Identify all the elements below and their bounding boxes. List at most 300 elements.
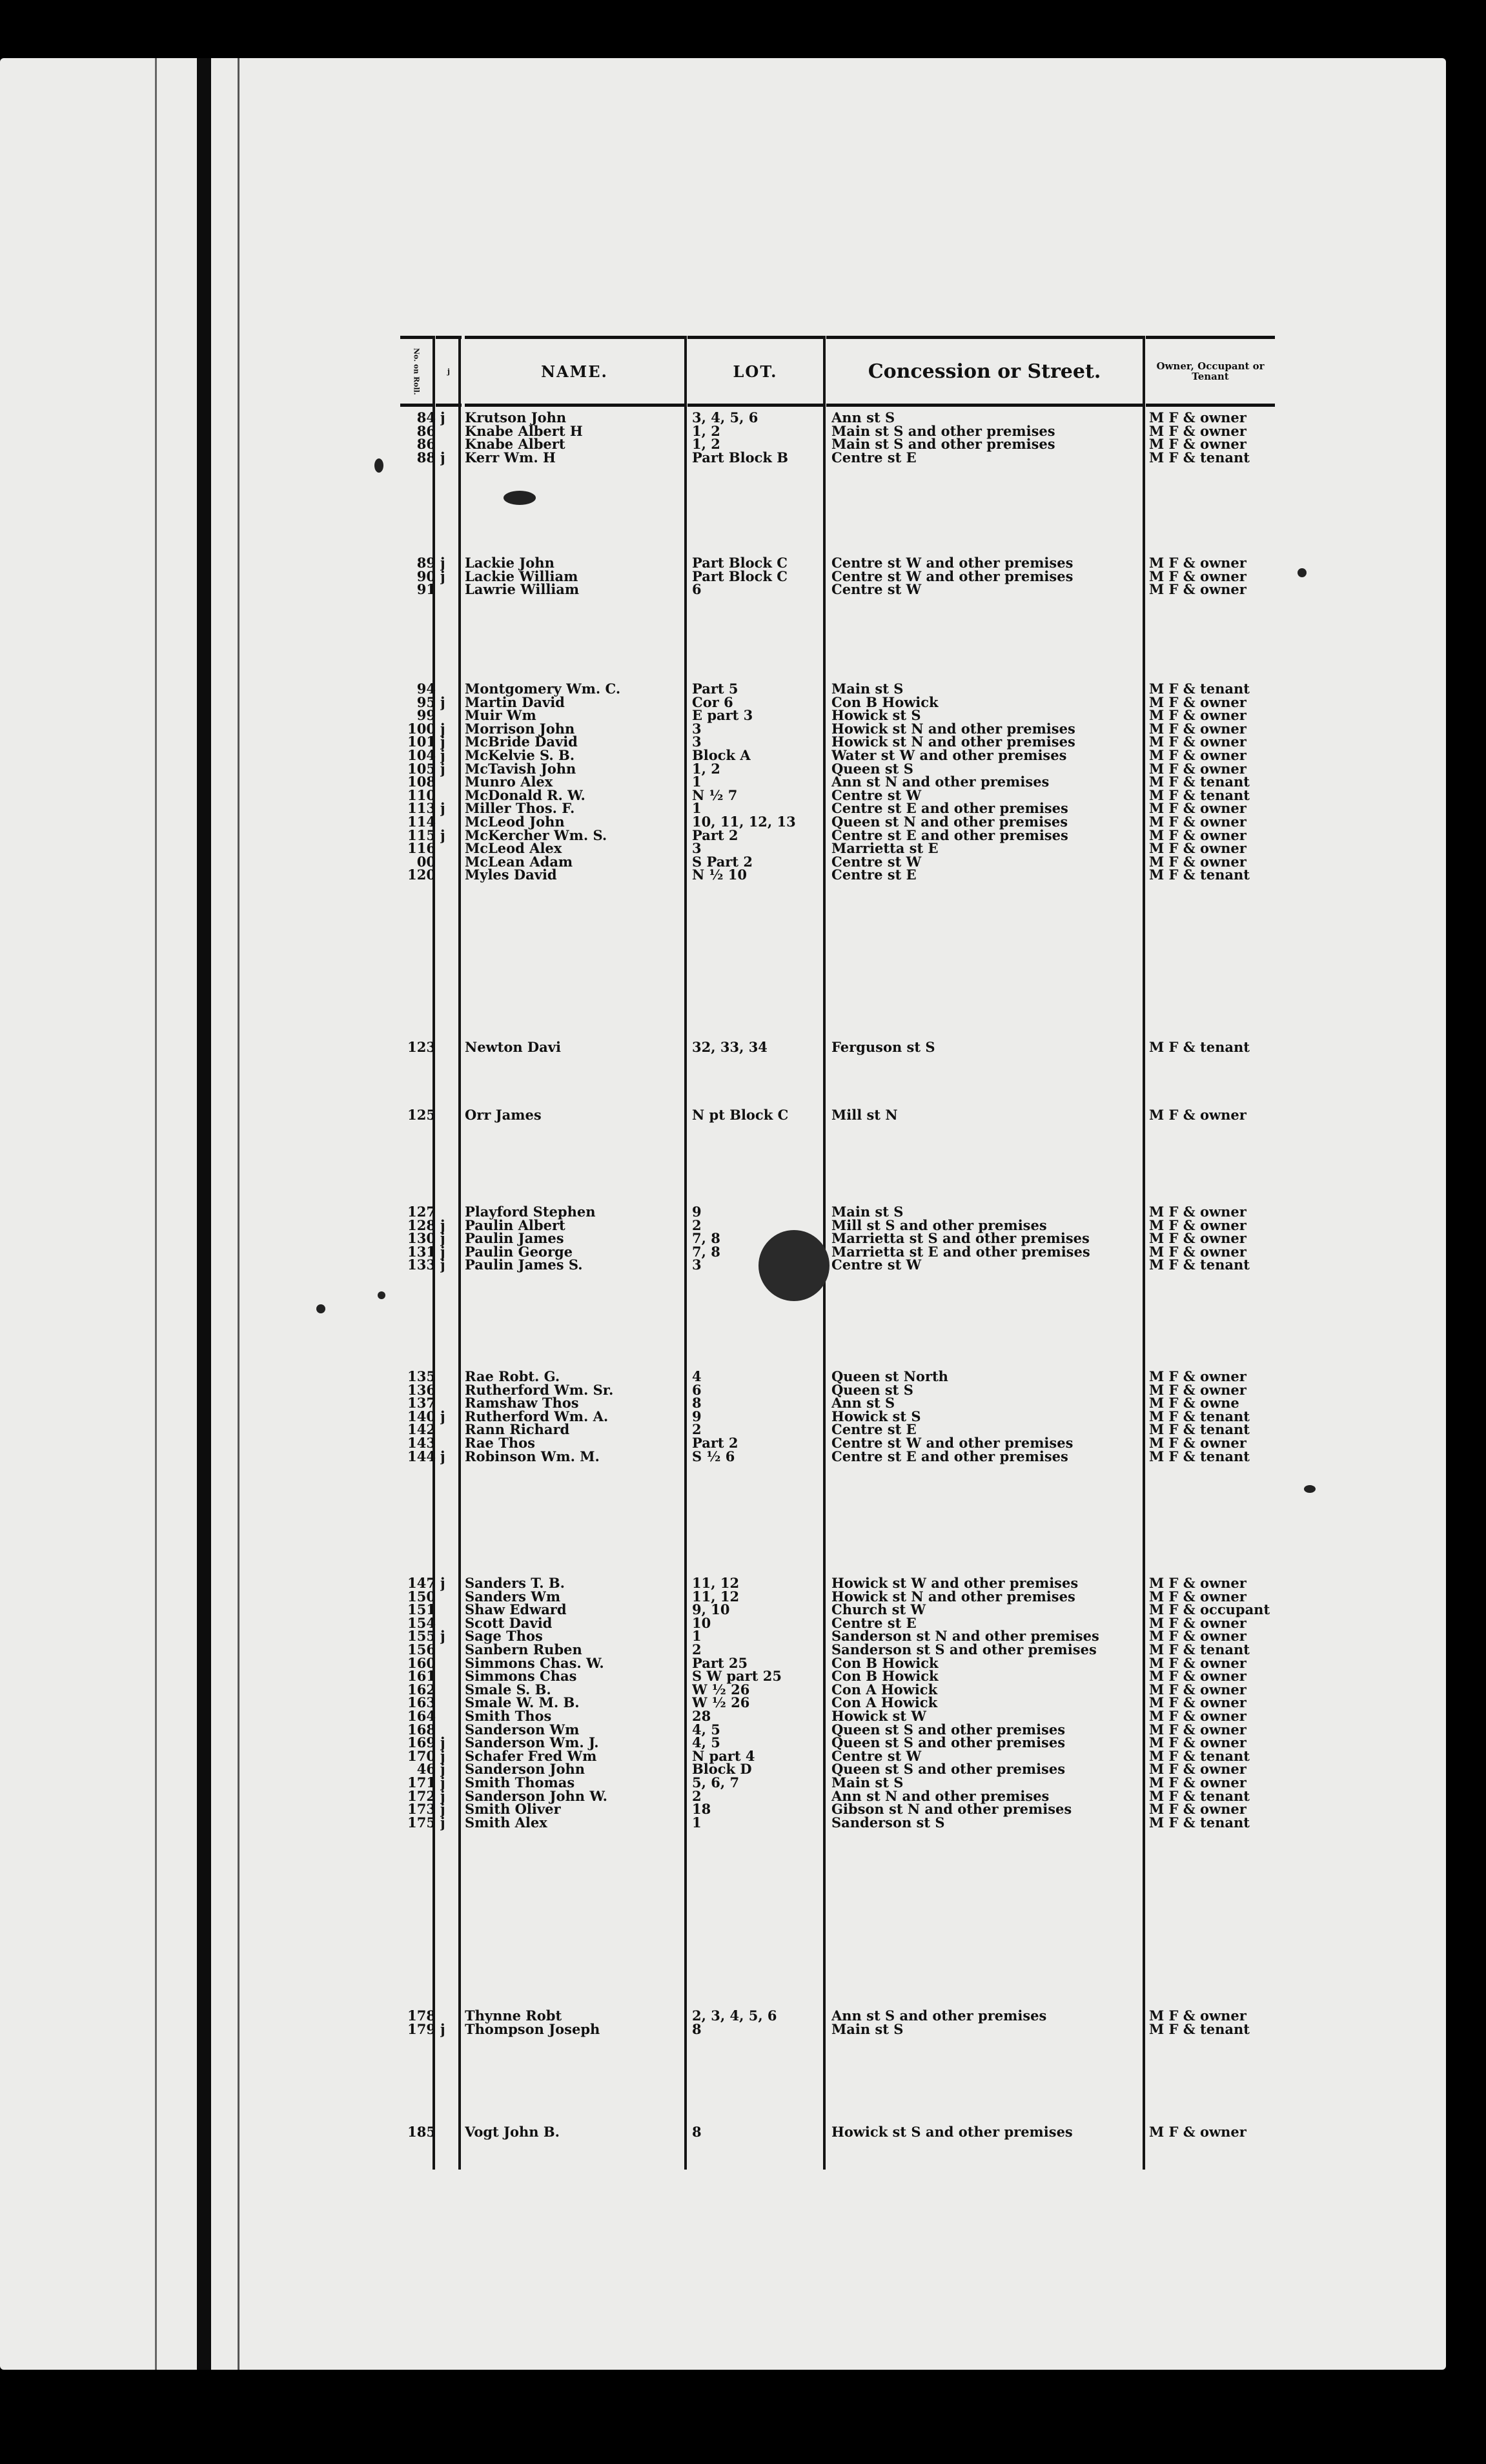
cell-no: 105 [407, 761, 436, 777]
cell-street: Con B Howick [831, 694, 939, 710]
cell-name: Sanderson Wm [465, 1721, 580, 1738]
cell-street: Queen st North [831, 1369, 948, 1384]
cell-owner: M F & owner [1149, 1204, 1247, 1220]
cell-j: j [440, 1231, 445, 1247]
cell-street: Ferguson st S [831, 1040, 935, 1055]
cell-street: Mill st S and other premises [831, 1217, 1047, 1233]
cell-street: Queen st S and other premises [831, 1761, 1066, 1778]
cell-name: Montgomery Wm. C. [465, 681, 621, 697]
cell-owner: M F & owner [1149, 1761, 1247, 1778]
cell-no: 100 [407, 721, 436, 737]
cell-owner: M F & owner [1149, 1217, 1247, 1233]
table-row [400, 867, 1278, 883]
cell-name: Paulin George [465, 1244, 573, 1260]
cell-owner: M F & owner [1149, 436, 1247, 453]
cell-name: Simmons Chas. W. [465, 1655, 604, 1671]
cell-name: Vogt John B. [465, 2124, 560, 2140]
table-row [400, 1257, 1278, 1273]
cell-lot: 10, 11, 12, 13 [692, 814, 796, 830]
cell-name: Sanders T. B. [465, 1576, 565, 1591]
cell-street: Centre st E [831, 1615, 917, 1631]
cell-no: 169 [407, 1735, 436, 1751]
cell-name: McBride David [465, 734, 578, 750]
cell-no: 110 [407, 787, 436, 803]
cell-owner: M F & owner [1149, 582, 1247, 598]
cell-owner: M F & tenant [1149, 1788, 1250, 1804]
cell-lot: N part 4 [692, 1748, 755, 1764]
cell-name: Sanbern Ruben [465, 1642, 582, 1658]
cell-street: Howick st S [831, 1408, 921, 1424]
cell-street: Sanderson st S and other premises [831, 1642, 1097, 1658]
cell-street: Howick st S and other premises [831, 2124, 1073, 2140]
cell-lot: 3 [692, 1257, 702, 1273]
cell-no: 171 [407, 1775, 436, 1791]
cell-lot: Block D [692, 1761, 752, 1778]
cell-owner: M F & owner [1149, 568, 1247, 584]
cell-no: 168 [407, 1721, 436, 1738]
cell-lot: 2 [692, 1642, 702, 1658]
cell-j: j [440, 1814, 445, 1831]
cell-street: Howick st S [831, 708, 921, 724]
cell-no: 130 [407, 1231, 436, 1247]
cell-name: Knabe Albert H [465, 423, 583, 439]
cell-name: McLeod Alex [465, 841, 562, 857]
cell-street: Marrietta st E and other premises [831, 1244, 1090, 1260]
cell-no: 173 [407, 1802, 436, 1818]
cell-street: Con B Howick [831, 1655, 939, 1671]
cell-street: Sanderson st N and other premises [831, 1628, 1099, 1645]
cell-lot: Part 2 [692, 827, 738, 843]
cell-lot: Part Block C [692, 555, 788, 571]
cell-no: 147 [407, 1576, 436, 1591]
cell-lot: Part Block C [692, 568, 788, 584]
cell-name: McKercher Wm. S. [465, 827, 607, 843]
cell-lot: 11, 12 [692, 1588, 740, 1605]
cell-lot: 7, 8 [692, 1244, 720, 1260]
cell-j: j [440, 1748, 445, 1764]
cell-lot: N ½ 7 [692, 787, 738, 803]
table-row [400, 1040, 1278, 1055]
cell-lot: 6 [692, 1382, 702, 1398]
cell-street: Centre st E [831, 1422, 917, 1438]
cell-no: 160 [407, 1655, 436, 1671]
cell-owner: M F & owner [1149, 1655, 1247, 1671]
cell-lot: N ½ 10 [692, 867, 747, 883]
cell-no: 108 [407, 774, 436, 790]
cell-j: j [440, 1217, 445, 1233]
cell-j: j [440, 1775, 445, 1791]
cell-lot: 9, 10 [692, 1602, 730, 1618]
cell-no: 133 [407, 1257, 436, 1273]
cell-lot: Part 5 [692, 681, 738, 697]
cell-street: Centre st E and other premises [831, 801, 1068, 817]
cell-name: Smith Oliver [465, 1802, 561, 1818]
cell-lot: 1, 2 [692, 436, 720, 453]
cell-name: Paulin Albert [465, 1217, 565, 1233]
table-row [400, 1107, 1278, 1123]
cell-owner: M F & owner [1149, 854, 1247, 870]
cell-name: Morrison John [465, 721, 575, 737]
cell-street: Con A Howick [831, 1681, 938, 1698]
cell-lot: Part Block B [692, 449, 789, 466]
cell-no: 91 [416, 582, 436, 598]
cell-no: 86 [416, 423, 436, 439]
cell-j: j [440, 694, 445, 710]
cell-street: Centre st E [831, 867, 917, 883]
cell-lot: 6 [692, 582, 702, 598]
cell-lot: 2 [692, 1788, 702, 1804]
cell-owner: M F & owner [1149, 1735, 1247, 1751]
cell-street: Marrietta st E [831, 841, 939, 857]
cell-name: Lackie John [465, 555, 555, 571]
cell-no: 89 [416, 555, 436, 571]
cell-j: j [440, 568, 445, 584]
cell-lot: S Part 2 [692, 854, 753, 870]
cell-name: Myles David [465, 867, 557, 883]
cell-name: Robinson Wm. M. [465, 1448, 600, 1464]
cell-lot: 1, 2 [692, 423, 720, 439]
cell-owner: M F & owner [1149, 1695, 1247, 1711]
cell-lot: W ½ 26 [692, 1695, 750, 1711]
cell-street: Centre st E and other premises [831, 1448, 1068, 1464]
cell-owner: M F & owner [1149, 1382, 1247, 1398]
cell-street: Centre st W and other premises [831, 1435, 1074, 1451]
cell-lot: 10 [692, 1615, 711, 1631]
cell-lot: 1 [692, 1814, 702, 1831]
margin-line [155, 58, 157, 2370]
cell-j: j [440, 1735, 445, 1751]
cell-no: 185 [407, 2124, 436, 2140]
cell-owner: M F & owner [1149, 721, 1247, 737]
cell-lot: 9 [692, 1204, 702, 1220]
assessment-ledger [400, 336, 1278, 2170]
binding-line [197, 58, 211, 2370]
cell-j: j [440, 721, 445, 737]
cell-street: Centre st W [831, 1257, 922, 1273]
cell-name: Munro Alex [465, 774, 553, 790]
cell-owner: M F & owner [1149, 1369, 1247, 1384]
header-concession: Concession or Street. [826, 336, 1143, 407]
cell-street: Centre st W [831, 854, 922, 870]
cell-street: Sanderson st S [831, 1814, 945, 1831]
speck [378, 1291, 385, 1299]
cell-street: Gibson st N and other premises [831, 1802, 1072, 1818]
speck [1304, 1485, 1316, 1493]
cell-j: j [440, 2021, 445, 2037]
cell-street: Queen st S [831, 761, 913, 777]
cell-owner: M F & tenant [1149, 2021, 1250, 2037]
cell-j: j [440, 734, 445, 750]
cell-lot: 1 [692, 774, 702, 790]
cell-lot: 1 [692, 801, 702, 817]
speck [1298, 568, 1307, 577]
cell-no: 164 [407, 1709, 436, 1724]
cell-street: Queen st N and other premises [831, 814, 1068, 830]
cell-owner: M F & owner [1149, 1615, 1247, 1631]
header-roll-no: No. on Roll. [400, 336, 433, 407]
cell-name: Scott David [465, 1615, 553, 1631]
cell-owner: M F & owner [1149, 555, 1247, 571]
cell-street: Ann st S and other premises [831, 2008, 1047, 2024]
cell-no: 120 [407, 867, 436, 883]
cell-street: Queen st S and other premises [831, 1735, 1066, 1751]
cell-no: 154 [407, 1615, 436, 1631]
cell-no: 88 [416, 449, 436, 466]
cell-street: Centre st W [831, 582, 922, 598]
cell-street: Queen st S [831, 1382, 913, 1398]
cell-lot: N pt Block C [692, 1107, 789, 1123]
cell-street: Centre st E and other premises [831, 827, 1068, 843]
cell-street: Centre st W [831, 787, 922, 803]
cell-name: McLean Adam [465, 854, 573, 870]
cell-no: 172 [407, 1788, 436, 1804]
cell-owner: M F & tenant [1149, 681, 1250, 697]
cell-no: 127 [407, 1204, 436, 1220]
cell-name: Rae Thos [465, 1435, 535, 1451]
cell-lot: 18 [692, 1802, 711, 1818]
cell-no: 84 [416, 410, 436, 426]
cell-name: Muir Wm [465, 708, 536, 724]
cell-street: Main st S [831, 1775, 904, 1791]
cell-no: 90 [416, 568, 436, 584]
cell-no: 144 [407, 1448, 436, 1464]
cell-no: 161 [407, 1668, 436, 1685]
cell-no: 137 [407, 1395, 436, 1412]
cell-lot: S W part 25 [692, 1668, 782, 1685]
cell-j: j [440, 555, 445, 571]
cell-owner: M F & tenant [1149, 1422, 1250, 1438]
cell-lot: 32, 33, 34 [692, 1040, 768, 1055]
cell-no: 155 [407, 1628, 436, 1645]
cell-owner: M F & owner [1149, 708, 1247, 724]
cell-no: 151 [407, 1602, 436, 1618]
cell-name: Sanderson John W. [465, 1788, 607, 1804]
cell-street: Centre st E [831, 449, 917, 466]
cell-no: 00 [416, 854, 436, 870]
cell-owner: M F & tenant [1149, 1448, 1250, 1464]
cell-no: 131 [407, 1244, 436, 1260]
cell-street: Howick st N and other premises [831, 734, 1075, 750]
cell-j: j [440, 1448, 445, 1464]
cell-name: Rae Robt. G. [465, 1369, 560, 1384]
cell-lot: 8 [692, 2124, 702, 2140]
cell-no: 99 [416, 708, 436, 724]
cell-no: 136 [407, 1382, 436, 1398]
cell-no: 156 [407, 1642, 436, 1658]
cell-no: 128 [407, 1217, 436, 1233]
cell-name: Paulin James [465, 1231, 564, 1247]
cell-lot: 1, 2 [692, 761, 720, 777]
cell-owner: M F & owner [1149, 1681, 1247, 1698]
cell-lot: Part 2 [692, 1435, 738, 1451]
cell-j: j [440, 1576, 445, 1591]
cell-street: Main st S [831, 1204, 904, 1220]
cell-owner: M F & owner [1149, 1709, 1247, 1724]
header-lot: LOT. [687, 336, 823, 407]
cell-no: 46 [416, 1761, 436, 1778]
cell-name: Smith Thomas [465, 1775, 575, 1791]
cell-name: Ramshaw Thos [465, 1395, 579, 1412]
cell-owner: M F & owner [1149, 734, 1247, 750]
table-row [400, 582, 1278, 597]
cell-j: j [440, 1244, 445, 1260]
cell-j: j [440, 748, 445, 763]
cell-lot: Block A [692, 748, 751, 763]
cell-street: Main st S and other premises [831, 436, 1055, 453]
cell-owner: M F & owner [1149, 1721, 1247, 1738]
cell-name: Newton Davi [465, 1040, 561, 1055]
cell-name: Kerr Wm. H [465, 449, 556, 466]
cell-street: Main st S [831, 2021, 904, 2037]
speck [374, 458, 383, 473]
cell-owner: M F & tenant [1149, 774, 1250, 790]
cell-no: 175 [407, 1814, 436, 1831]
header-j: j [436, 336, 462, 407]
table-row [400, 2124, 1278, 2140]
cell-street: Centre st W and other premises [831, 555, 1074, 571]
cell-lot: 4, 5 [692, 1721, 720, 1738]
cell-j: j [440, 827, 445, 843]
cell-name: Lawrie William [465, 582, 580, 598]
cell-owner: M F & owner [1149, 1668, 1247, 1685]
cell-lot: 3 [692, 721, 702, 737]
cell-j: j [440, 1761, 445, 1778]
cell-no: 116 [407, 841, 436, 857]
cell-j: j [440, 1408, 445, 1424]
cell-j: j [440, 1628, 445, 1645]
cell-street: Howick st W and other premises [831, 1576, 1079, 1591]
cell-lot: 7, 8 [692, 1231, 720, 1247]
cell-lot: W ½ 26 [692, 1681, 750, 1698]
cell-j: j [440, 761, 445, 777]
cell-lot: 3, 4, 5, 6 [692, 410, 758, 426]
cell-owner: M F & owner [1149, 2124, 1247, 2140]
cell-owner: M F & owner [1149, 1775, 1247, 1791]
cell-owner: M F & owner [1149, 748, 1247, 763]
cell-no: 101 [407, 734, 436, 750]
cell-name: Sanderson John [465, 1761, 585, 1778]
cell-owner: M F & owner [1149, 827, 1247, 843]
cell-street: Howick st W [831, 1709, 926, 1724]
cell-name: Rutherford Wm. A. [465, 1408, 609, 1424]
cell-no: 142 [407, 1422, 436, 1438]
cell-street: Ann st S [831, 1395, 895, 1412]
cell-owner: M F & owner [1149, 1576, 1247, 1591]
cell-owner: M F & owner [1149, 694, 1247, 710]
cell-no: 114 [407, 814, 436, 830]
cell-name: Schafer Fred Wm [465, 1748, 597, 1764]
cell-lot: 2 [692, 1217, 702, 1233]
cell-no: 86 [416, 436, 436, 453]
cell-name: Paulin James S. [465, 1257, 583, 1273]
cell-no: 113 [407, 801, 436, 817]
cell-lot: 4 [692, 1369, 702, 1384]
table-row [400, 1449, 1278, 1464]
cell-owner: M F & owner [1149, 1435, 1247, 1451]
cell-name: Smith Alex [465, 1814, 547, 1831]
margin-line [238, 58, 239, 2370]
cell-street: Centre st W [831, 1748, 922, 1764]
cell-lot: 5, 6, 7 [692, 1775, 740, 1791]
cell-name: Orr James [465, 1107, 542, 1123]
cell-lot: E part 3 [692, 708, 753, 724]
cell-no: 135 [407, 1369, 436, 1384]
cell-name: Sage Thos [465, 1628, 543, 1645]
cell-owner: M F & tenant [1149, 449, 1250, 466]
cell-j: j [440, 410, 445, 426]
cell-name: Martin David [465, 694, 565, 710]
cell-owner: M F & owner [1149, 1588, 1247, 1605]
cell-name: Shaw Edward [465, 1602, 567, 1618]
cell-lot: 11, 12 [692, 1576, 740, 1591]
cell-lot: Cor 6 [692, 694, 733, 710]
cell-name: Smale W. M. B. [465, 1695, 580, 1711]
cell-owner: M F & owner [1149, 841, 1247, 857]
cell-no: 94 [416, 681, 436, 697]
cell-street: Ann st N and other premises [831, 774, 1050, 790]
cell-name: Smith Thos [465, 1709, 552, 1724]
cell-name: Sanders Wm [465, 1588, 561, 1605]
cell-owner: M F & tenant [1149, 1814, 1250, 1831]
cell-no: 178 [407, 2008, 436, 2024]
cell-street: Centre st W and other premises [831, 568, 1074, 584]
cell-lot: 9 [692, 1408, 702, 1424]
header-owner: Owner, Occupant or Tenant [1146, 336, 1275, 407]
cell-no: 115 [407, 827, 436, 843]
header-name: NAME. [465, 336, 684, 407]
cell-name: McLeod John [465, 814, 565, 830]
cell-owner: M F & owner [1149, 2008, 1247, 2024]
cell-j: j [440, 449, 445, 466]
cell-name: Thynne Robt [465, 2008, 562, 2024]
cell-no: 163 [407, 1695, 436, 1711]
cell-street: Main st S and other premises [831, 423, 1055, 439]
cell-name: Miller Thos. F. [465, 801, 575, 817]
cell-no: 170 [407, 1748, 436, 1764]
cell-owner: M F & tenant [1149, 1642, 1250, 1658]
ink-blot [758, 1230, 830, 1301]
cell-no: 95 [416, 694, 436, 710]
cell-no: 125 [407, 1107, 436, 1123]
cell-street: Main st S [831, 681, 904, 697]
cell-owner: M F & tenant [1149, 1257, 1250, 1273]
cell-lot: 1 [692, 1628, 702, 1645]
cell-street: Marrietta st S and other premises [831, 1231, 1090, 1247]
cell-owner: M F & owner [1149, 1628, 1247, 1645]
cell-no: 162 [407, 1681, 436, 1698]
cell-street: Mill st N [831, 1107, 898, 1123]
cell-street: Water st W and other premises [831, 748, 1067, 763]
cell-name: Thompson Joseph [465, 2021, 600, 2037]
cell-owner: M F & tenant [1149, 787, 1250, 803]
cell-no: 123 [407, 1040, 436, 1055]
cell-name: Knabe Albert [465, 436, 565, 453]
cell-street: Howick st N and other premises [831, 721, 1075, 737]
cell-owner: M F & tenant [1149, 1040, 1250, 1055]
cell-street: Queen st S and other premises [831, 1721, 1066, 1738]
cell-owner: M F & occupant [1149, 1602, 1270, 1618]
cell-owner: M F & owner [1149, 1802, 1247, 1818]
table-row [400, 1815, 1278, 1831]
cell-name: Smale S. B. [465, 1681, 551, 1698]
cell-owner: M F & owner [1149, 1244, 1247, 1260]
cell-j: j [440, 1788, 445, 1804]
cell-owner: M F & owner [1149, 423, 1247, 439]
cell-name: Playford Stephen [465, 1204, 596, 1220]
cell-street: Con A Howick [831, 1695, 938, 1711]
table-row [400, 450, 1278, 466]
cell-name: Simmons Chas [465, 1668, 577, 1685]
